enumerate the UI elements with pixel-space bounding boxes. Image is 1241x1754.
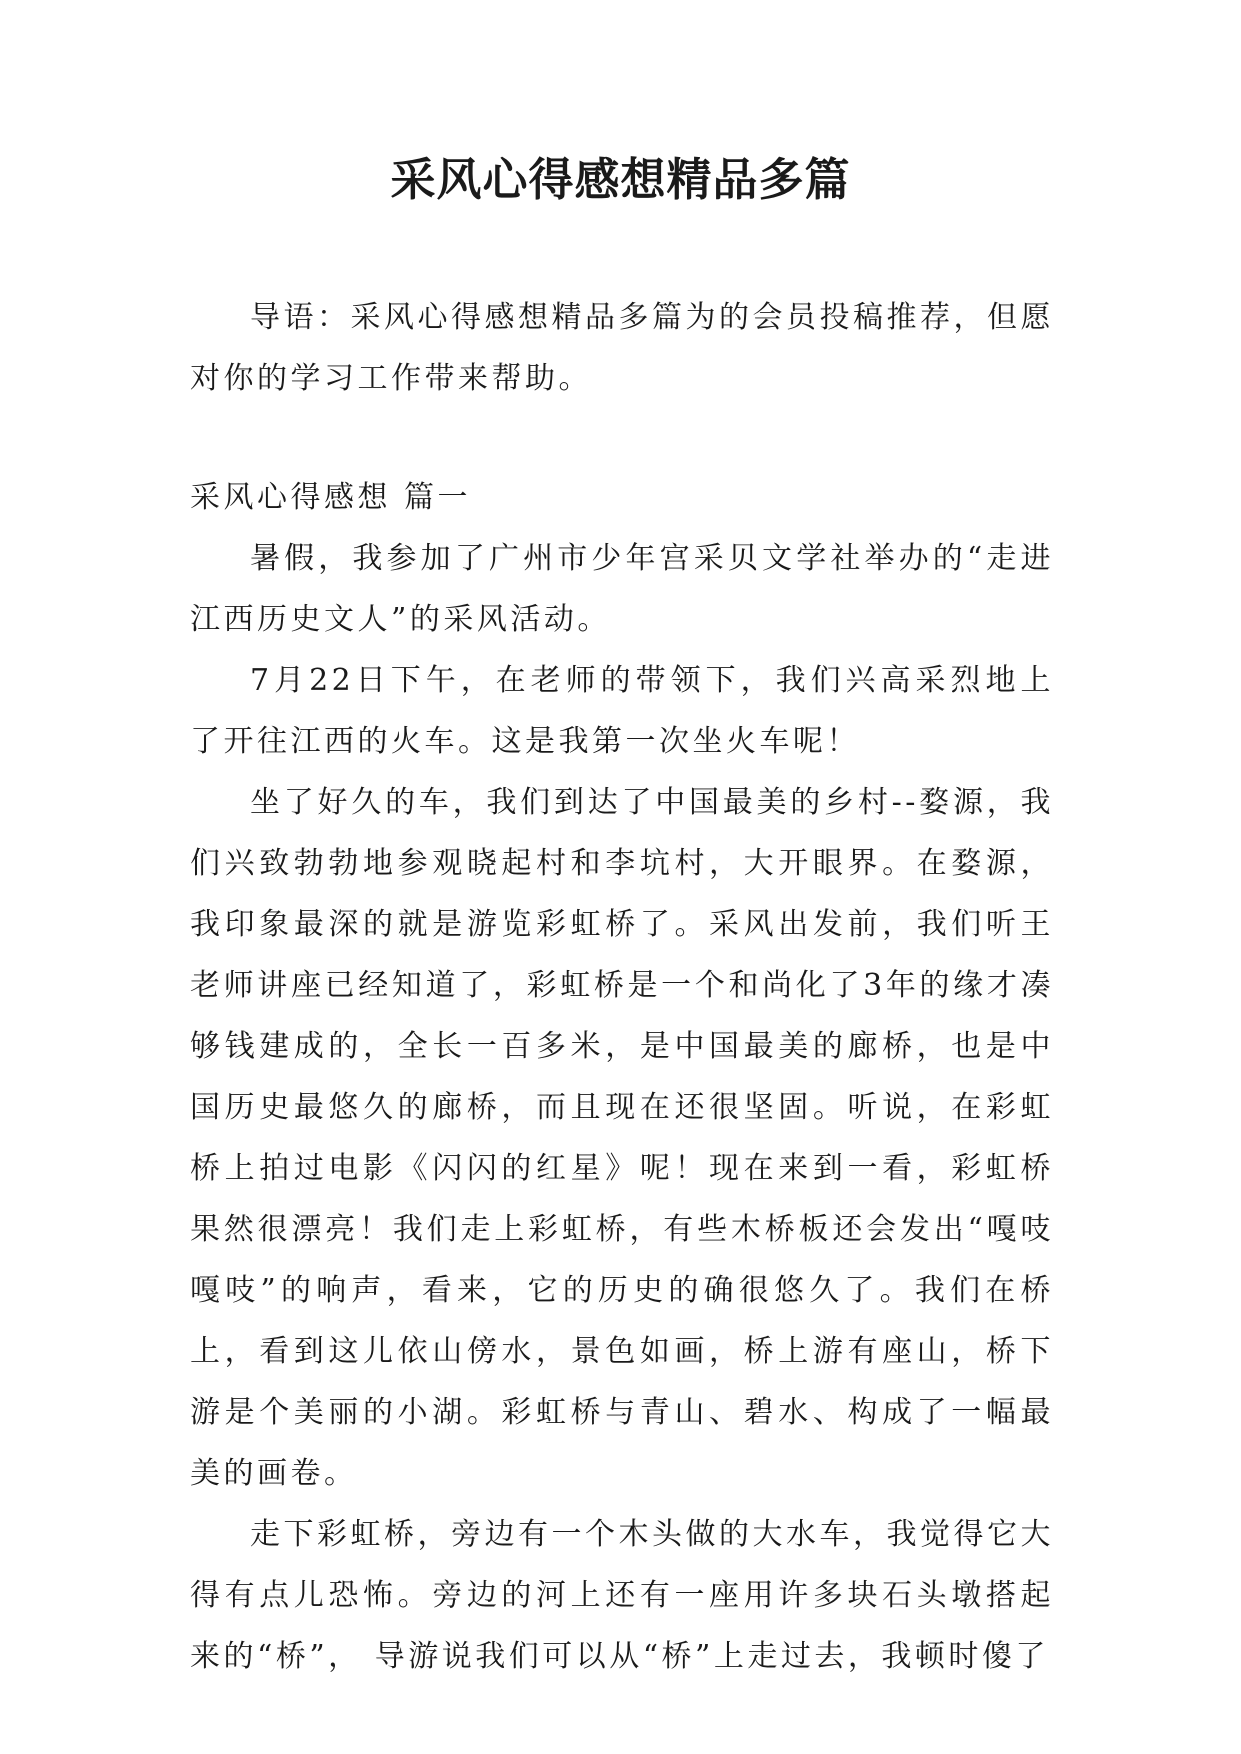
paragraph: 坐了好久的车，我们到达了中国最美的乡村--婺源，我们兴致勃勃地参观晓起村和李坑村，大开眼界。在婺源，我印象最深的就是游览彩虹桥了。采风出发前，我们听王老师讲座已经知道了，彩虹桥是一个和尚化了3年的缘才凑够钱建成的，全长一百多米，是中国最美的廊桥，也是中国历史最悠久的廊桥，而且现在还很坚固。听说，在彩虹桥上拍过电影《闪闪的红星》呢！现在来到一看，彩虹桥果然很漂亮！我们走上彩虹桥，有些木桥板还会发出“嘎吱嘎吱”的响声，看来，它的历史的确很悠久了。我们在桥上，看到这儿依山傍水，景色如画，桥上游有座山，桥下游是个美丽的小湖。彩虹桥与青山、碧水、构成了一幅最美的画卷。 (190, 785, 1054, 1491)
intro-paragraph: 导语：采风心得感想精品多篇为的会员投稿推荐，但愿对你的学习工作带来帮助。 (190, 300, 1054, 396)
paragraph: 暑假，我参加了广州市少年宫采贝文学社举办的“走进江西历史文人”的采风活动。 (190, 541, 1054, 637)
article-body (190, 528, 1054, 1687)
paragraph: 7月22日下午，在老师的带领下，我们兴高采烈地上了开往江西的火车。这是我第一次坐火车呢！ (190, 663, 1054, 759)
paragraph: 走下彩虹桥，旁边有一个木头做的大水车，我觉得它大得有点儿恐怖。旁边的河上还有一座用许多块石头墩搭起来的“桥”， 导游说我们可以从“桥”上走过去，我顿时傻了 (190, 1517, 1054, 1674)
section-heading: 采风心得感想 篇一 (190, 480, 472, 515)
document-title: 采风心得感想精品多篇 (390, 153, 851, 206)
intro-block (190, 287, 1054, 409)
